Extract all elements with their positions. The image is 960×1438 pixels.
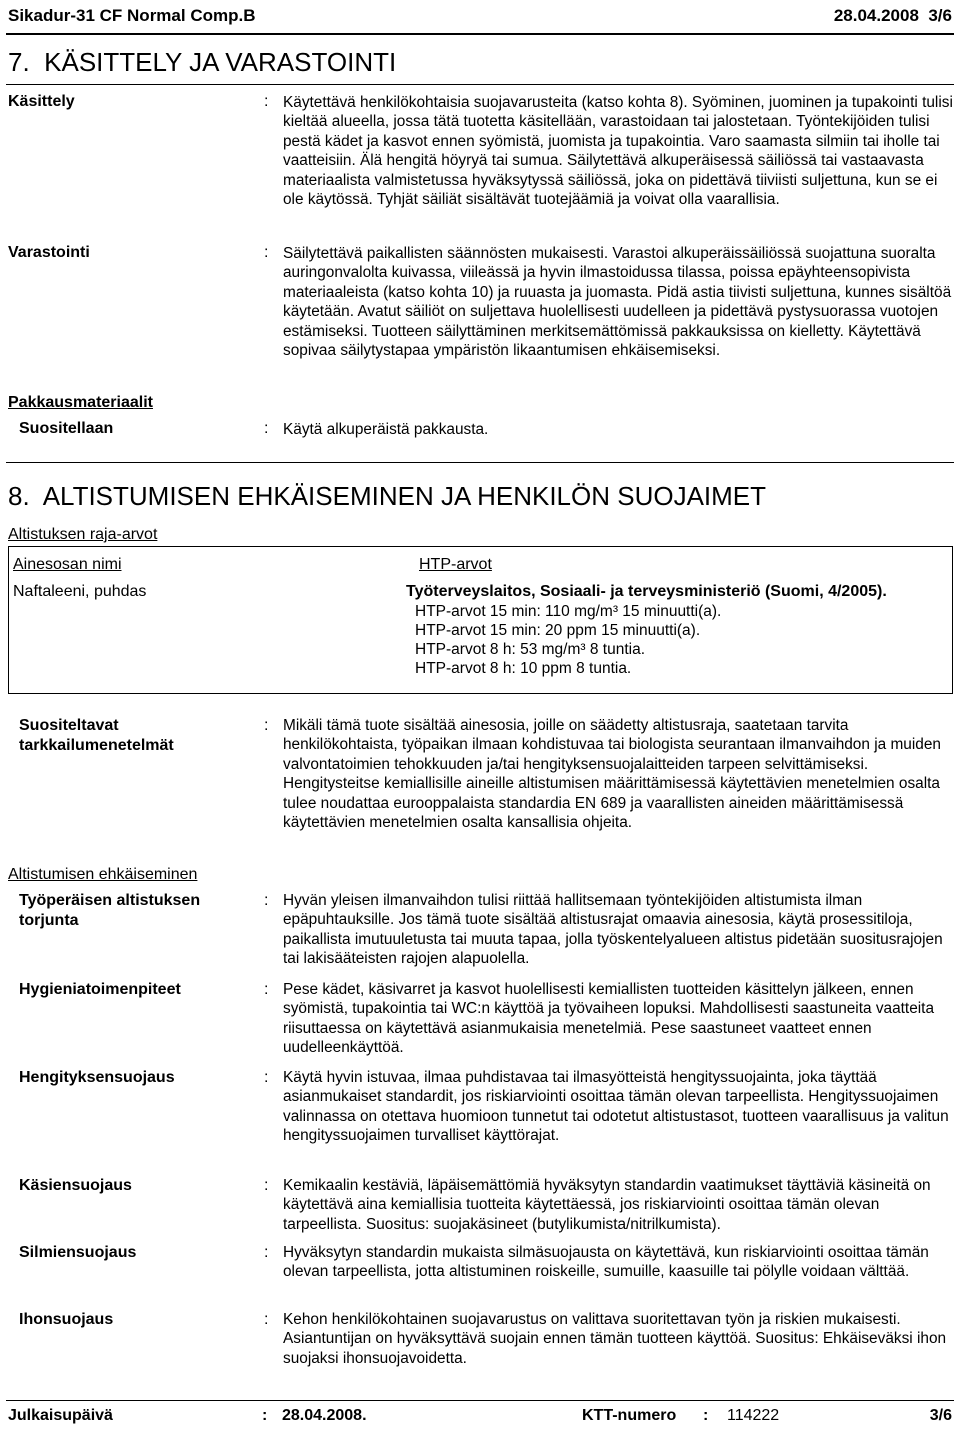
footer-ktt-value: 114222	[727, 1407, 780, 1424]
colon: :	[264, 1069, 269, 1086]
kasi-text: Kemikaalin kestäviä, läpäisemättömiä hyväksytyn standardin vaatimukset täyttäviä käsineitä on käytettävä aina kemiallisia tuotteita käytettäessä, jos riskiarviointi osoittaa tämän olevan tarpeellista. Suositus: suojakäsineet (butylikumista/nitrilkumista).	[283, 1177, 931, 1233]
colon: :	[264, 420, 269, 437]
hygienia-text: Pese kädet, käsivarret ja kasvot huolellisesti kemiallisten tuotteiden käsittelyn jälkeen, ennen syömistä, tupakointia tai WC:n käyttöä ja työvaiheen lopuksi. Mahdollisesti saastuneita vaatteita riisuttaessa on käytettävä asianmukaisia menetelmiä. Pese saastuneet vaatteet ennen uudelleenkäyttöä.	[283, 981, 935, 1057]
hengitys-text: Käytä hyvin istuvaa, ilmaa puhdistavaa tai ilmasyötteistä hengityssuojainta, joka täyttää asianmukaiset standardit, jos riskiarviointi osoittaa tämän olevan tarpeellista. Hengityssuojaimen valinnassa on otettava huomioon tunnetut tai odotetut altistustasot, tuotteen vaarallisuus ja valitun hengityssuojaimen turvalliset käyttörajat.	[283, 1069, 949, 1145]
hengitys-label: Hengityksensuojaus	[19, 1069, 175, 1086]
colon: :	[264, 1177, 269, 1194]
varastointi-text: Säilytettävä paikallisten säännösten mukaisesti. Varastoi alkuperäissäiliössä suojattuna suoralta auringonvalolta kuivassa, viileässä ja hyvin ilmastoidussa tilassa, poissa epäyhteensopivista materiaaleista (katso kohta 10) ja ruuasta ja juomasta. Pidä astia tiivisti suljettuna, kunnes sisältöä käytetään. Avatut säiliöt on suljettava huolellisesti uudelleen ja pidettävä pystysuorassa vuotojen estämiseksi. Tuotteen säilyttäminen merkitsemättömissä pakkauksissa on kielletty. Käytettävä sopivaa säilytystapaa ympäristön likaantumisen ehkäisemiseksi.	[283, 245, 952, 360]
htp-line: HTP-arvot 8 h: 53 mg/m³ 8 tuntia.	[415, 641, 646, 658]
ehkaiseminen-label: Altistumisen ehkäiseminen	[8, 866, 198, 883]
column-header-htp: HTP-arvot	[419, 556, 492, 573]
section-8-title: 8. ALTISTUMISEN EHKÄISEMINEN JA HENKILÖN SUOJAIMET	[8, 481, 767, 511]
tarkkailu-text: Mikäli tämä tuote sisältää ainesosia, joille on säädetty altistusraja, saatetaan tarvita henkilökohtaista, työpaikan ilmaan kohdistuvaa tai biologista seurantaan ilmanvaihdon ja muiden valvontatoimien tehokkuuden ja/tai hengityksensuojalaitteiden tarpeen selvittämiseksi. Hengitysteitse kemiallisille aineille altistumisen määrittämisessä käytettävien menetelmien osalta tulee noudattaa eurooppalaista standardia EN 689 ja vaarallisten aineiden määrittämisessä käytettävien menetelmien osalta kansallisia ohjeita.	[283, 717, 941, 832]
colon: :	[264, 717, 269, 734]
colon: :	[264, 981, 269, 998]
footer-colon: :	[262, 1407, 268, 1424]
tyoperainen-text: Hyvän yleisen ilmanvaihdon tulisi riittää hallitsemaan työntekijöiden altistumista ilman epäpuhtauksille. Jos tämä tuote sisältää altistusrajat omaavia ainesosia, käytä prosessitiloja, paikallista imutuuletusta tai muuta tapaa, jolla työskentelyalueen altistus pidetään suositusrajojen tai lakisääteisten rajojen alapuolella.	[283, 892, 943, 968]
section-divider	[6, 462, 954, 463]
footer-colon: :	[703, 1407, 709, 1424]
header-date-page: 28.04.2008 3/6	[833, 6, 952, 25]
tarkkailu-label: Suositeltavat tarkkailumenetelmät	[19, 717, 174, 754]
footer-pub-label: Julkaisupäivä	[8, 1407, 113, 1424]
header-rule	[6, 33, 954, 35]
raja-arvot-label: Altistuksen raja-arvot	[8, 526, 158, 543]
footer-ktt-label: KTT-numero	[582, 1407, 677, 1424]
column-header-ingredient: Ainesosan nimi	[13, 556, 122, 573]
kasittely-text: Käytettävä henkilökohtaisia suojavarusteita (katso kohta 8). Syöminen, juominen ja tupakointi tulisi kieltää alueella, jossa tätä tuotetta käsitellään, varastoidaan tai jalostetaan. Työntekijöiden tulisi pestä kädet ja kasvot ennen syömistä, juomista ja tupakointia. Varo saamasta silmiin tai iholle tai vaatteisiin. Älä hengitä höyryä tai sumua. Säilytettävä alkuperäisessä säiliössä tai vastaavasta materiaalista valmistetussa hyväksytyssä säiliössä, joka on pidettävä tiiviisti suljettuna, kun se ei ole käytössä. Tyhjät säiliät sisältävät tuotejäämiä ja voivat olla vaarallisia.	[283, 94, 953, 209]
htp-authority: Työterveyslaitos, Sosiaali- ja terveysministeriö (Suomi, 4/2005).	[406, 583, 887, 600]
section-7-rule	[6, 84, 954, 85]
iho-label: Ihonsuojaus	[19, 1311, 114, 1328]
exposure-limits-table	[8, 546, 953, 694]
suositellaan-label: Suositellaan	[19, 420, 114, 437]
varastointi-label: Varastointi	[8, 244, 90, 261]
htp-line: HTP-arvot 15 min: 110 mg/m³ 15 minuutti(a).	[415, 603, 722, 620]
kasittely-label: Käsittely	[8, 93, 75, 110]
colon: :	[264, 93, 269, 110]
section-7-title: 7. KÄSITTELY JA VARASTOINTI	[8, 47, 397, 77]
colon: :	[264, 244, 269, 261]
iho-text: Kehon henkilökohtainen suojavarustus on valittava suoritettavan työn ja riskien mukaisesti. Asiantuntijan on hyväksyttävä suojain ennen tämän tuotteen käyttöä. Suositus: Ehkäiseväksi ihon suojaksi ihonsuojavoidetta.	[283, 1311, 947, 1367]
silma-text: Hyväksytyn standardin mukaista silmäsuojausta on käytettävä, kun riskiarviointi osoittaa tämän olevan tarpeellista, jotta altistuminen roiskeille, sumuille, kaasuille tai pölylle voidaan välttää.	[283, 1244, 929, 1281]
kasi-label: Käsiensuojaus	[19, 1177, 132, 1194]
colon: :	[264, 1244, 269, 1261]
ingredient-name: Naftaleeni, puhdas	[13, 583, 147, 600]
footer-page: 3/6	[929, 1407, 952, 1424]
tyoperainen-label: Työperäisen altistuksen torjunta	[19, 892, 201, 929]
pakkausmateriaalit-label: Pakkausmateriaalit	[8, 394, 153, 411]
htp-line: HTP-arvot 8 h: 10 ppm 8 tuntia.	[415, 660, 632, 677]
product-name: Sikadur-31 CF Normal Comp.B	[8, 6, 256, 25]
silma-label: Silmiensuojaus	[19, 1244, 137, 1261]
footer-rule	[6, 1400, 954, 1401]
colon: :	[264, 1311, 269, 1328]
htp-line: HTP-arvot 15 min: 20 ppm 15 minuutti(a).	[415, 622, 701, 639]
suositellaan-text: Käytä alkuperäistä pakkausta.	[283, 421, 489, 438]
colon: :	[264, 892, 269, 909]
hygienia-label: Hygieniatoimenpiteet	[19, 981, 181, 998]
footer-pub-date: 28.04.2008.	[282, 1407, 367, 1424]
